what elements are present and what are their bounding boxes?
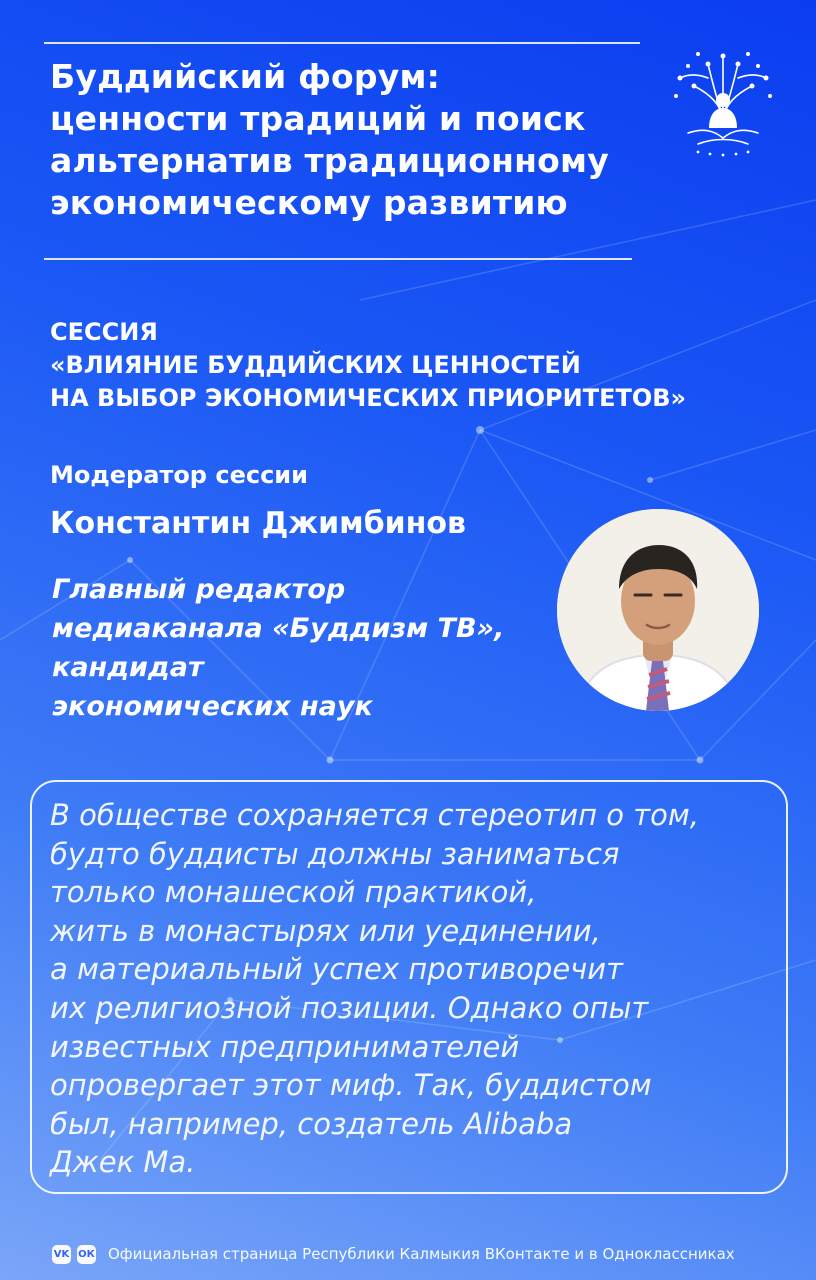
- quote-line: В обществе сохраняется стереотип о том,: [50, 798, 699, 832]
- moderator-label: Модератор сессии: [50, 461, 308, 489]
- session-label: СЕССИЯ: [50, 318, 158, 346]
- role-line: медиаканала «Буддизм ТВ»,: [52, 613, 505, 644]
- quote-line: Джек Ма.: [50, 1145, 196, 1180]
- vk-icon[interactable]: VK: [52, 1245, 71, 1264]
- role-line: экономических наук: [52, 691, 373, 722]
- quote-line: известных предпринимателей: [50, 1029, 520, 1064]
- title-line: ценности традиций и поиск: [50, 99, 586, 138]
- moderator-role: [52, 570, 552, 726]
- title-divider: [44, 258, 632, 260]
- footer: [52, 1243, 735, 1265]
- role-line: Главный редактор: [52, 574, 346, 605]
- quote-line: жить в монастырях или уединении,: [50, 913, 601, 948]
- quote-text: [50, 796, 790, 1182]
- quote-line: опровергает этот миф. Так, буддистом: [50, 1068, 652, 1103]
- moderator-name: Константин Джимбинов: [50, 506, 466, 541]
- top-divider: [44, 42, 640, 44]
- session-name-line: «ВЛИЯНИЕ БУДДИЙСКИХ ЦЕННОСТЕЙ: [50, 351, 581, 379]
- buddha-tree-logo-icon: [668, 38, 778, 158]
- quote-line: а материальный успех противоречит: [50, 952, 624, 987]
- title-line: экономическому развитию: [50, 183, 568, 222]
- quote-line: только монашеской практикой,: [50, 875, 537, 910]
- footer-text: Официальная страница Республики Калмыкия ВКонтакте и в Одноклассниках: [108, 1245, 735, 1263]
- quote-line: их религиозной позиции. Однако опыт: [50, 990, 649, 1025]
- role-line: кандидат: [52, 652, 204, 683]
- ok-icon[interactable]: ОК: [77, 1245, 96, 1264]
- title-line: Буддийский форум:: [50, 57, 441, 96]
- title-line: альтернатив традиционному: [50, 141, 609, 180]
- session-block: [50, 316, 770, 415]
- moderator-photo: [557, 509, 759, 711]
- forum-title: [50, 56, 650, 224]
- quote-line: будто буддисты должны заниматься: [50, 836, 620, 871]
- quote-line: был, например, создатель Alibaba: [50, 1106, 573, 1141]
- session-name-line: НА ВЫБОР ЭКОНОМИЧЕСКИХ ПРИОРИТЕТОВ»: [50, 384, 687, 412]
